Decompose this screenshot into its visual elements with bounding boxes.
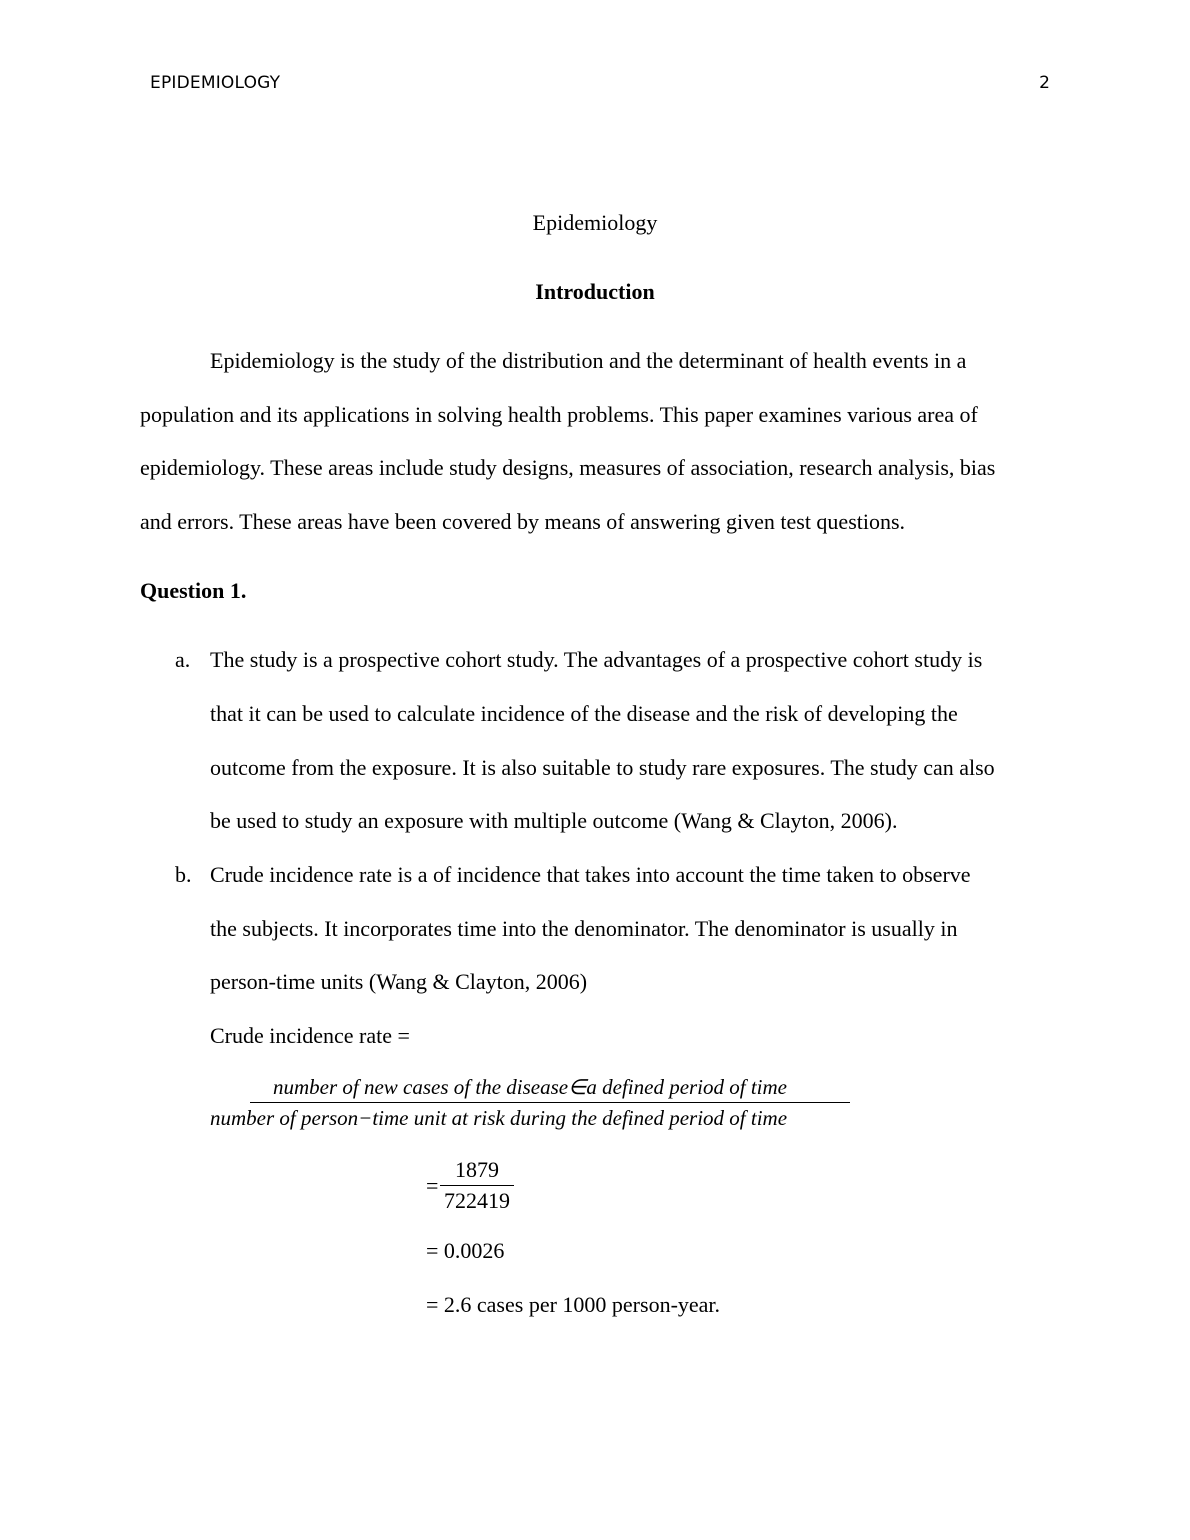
result-rate: = 2.6 cases per 1000 person-year. [426, 1292, 721, 1317]
item-b-line-3: person-time units (Wang & Clayton, 2006) [210, 969, 588, 994]
list-marker-a: a. [175, 647, 191, 672]
item-b-line-2: the subjects. It incorporates time into the denominator. The denominator is usually in [210, 916, 958, 941]
item-a-line-2: that it can be used to calculate incidence of the disease and the risk of developing the [210, 701, 958, 726]
incidence-formula [210, 1075, 850, 1131]
crude-incidence-label: Crude incidence rate = [210, 1023, 410, 1048]
running-head: EPIDEMIOLOGY [150, 73, 281, 93]
intro-line-3: epidemiology. These areas include study designs, measures of association, research analysis, bias [140, 455, 996, 480]
intro-line-4: and errors. These areas have been covered by means of answering given test questions. [140, 509, 906, 534]
page-number: 2 [1039, 73, 1050, 93]
question-1-heading: Question 1. [140, 578, 247, 603]
list-marker-b: b. [175, 862, 192, 887]
calc-equals-sign: = [426, 1173, 439, 1198]
introduction-heading: Introduction [535, 279, 655, 304]
calc-numerator: 1879 [440, 1157, 514, 1186]
item-b-line-1: Crude incidence rate is a of incidence that takes into account the time taken to observe [210, 862, 971, 887]
intro-line-1: Epidemiology is the study of the distribution and the determinant of health events in a [210, 348, 967, 373]
item-a-line-3: outcome from the exposure. It is also suitable to study rare exposures. The study can also [210, 755, 995, 780]
formula-denominator: number of person−time unit at risk during the defined period of time [210, 1106, 788, 1130]
result-decimal: = 0.0026 [426, 1238, 505, 1263]
intro-line-2: population and its applications in solving health problems. This paper examines various area of [140, 402, 978, 427]
formula-numerator: number of new cases of the disease∈a defined period of time [250, 1075, 850, 1103]
item-a-line-1: The study is a prospective cohort study. The advantages of a prospective cohort study is [210, 647, 983, 672]
calc-denominator: 722419 [444, 1188, 510, 1213]
item-a-line-4: be used to study an exposure with multiple outcome (Wang & Clayton, 2006). [210, 808, 898, 833]
paper-title: Epidemiology [532, 210, 658, 235]
